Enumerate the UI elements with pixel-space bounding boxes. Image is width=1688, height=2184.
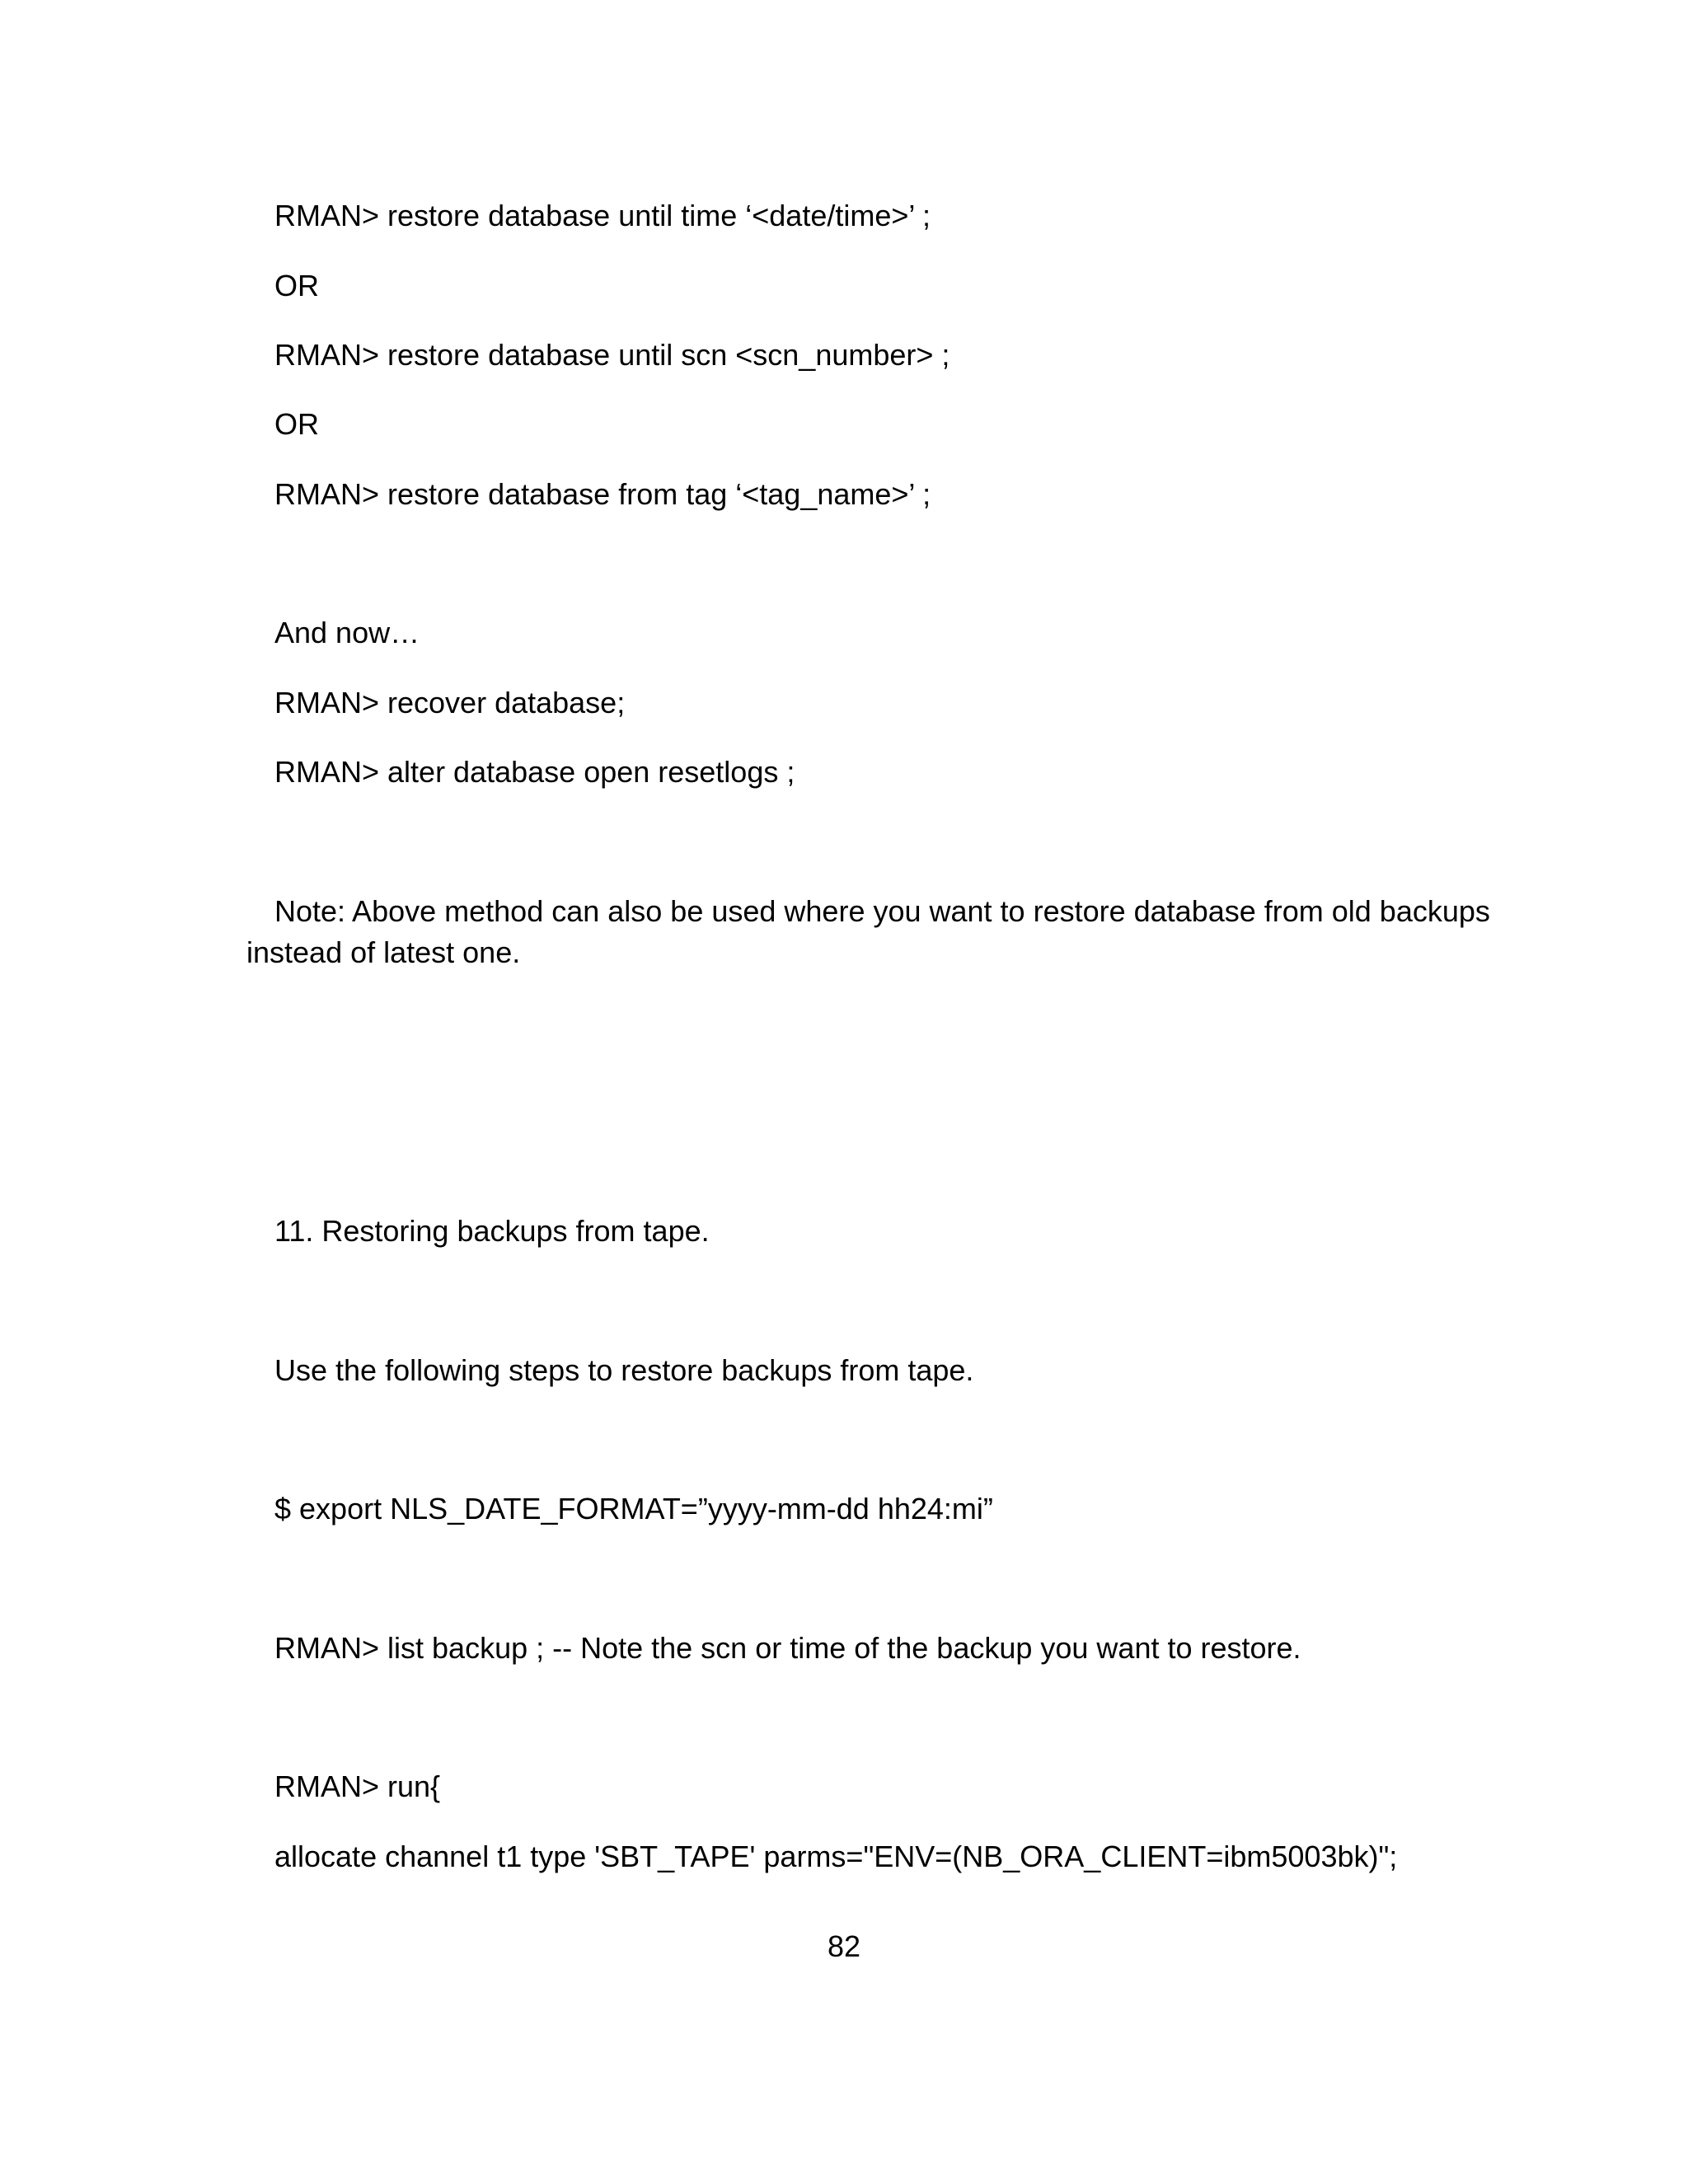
export-nls-date-command: $ export NLS_DATE_FORMAT=”yyyy-mm-dd hh24:mi” xyxy=(274,1492,993,1526)
section-heading: 11. Restoring backups from tape. xyxy=(274,1214,710,1248)
or-separator: OR xyxy=(274,407,319,441)
note-paragraph-line-1: Note: Above method can also be used where you want to restore database from old backups xyxy=(274,894,1490,928)
note-paragraph-line-2: instead of latest one. xyxy=(246,935,521,969)
open-resetlogs-command: RMAN> alter database open resetlogs ; xyxy=(274,755,795,789)
restore-from-tag-command: RMAN> restore database from tag ‘<tag_name>’ ; xyxy=(274,477,931,511)
restore-until-scn-command: RMAN> restore database until scn <scn_number> ; xyxy=(274,338,950,372)
page-number: 82 xyxy=(827,1929,861,1963)
instruction-text: Use the following steps to restore backups from tape. xyxy=(274,1353,974,1387)
and-now-text: And now… xyxy=(274,616,420,649)
allocate-channel-command: allocate channel t1 type 'SBT_TAPE' parms="ENV=(NB_ORA_CLIENT=ibm5003bk)"; xyxy=(274,1840,1398,1873)
list-backup-command: RMAN> list backup ; -- Note the scn or time of the backup you want to restore. xyxy=(274,1631,1301,1665)
restore-until-time-command: RMAN> restore database until time ‘<date/time>’ ; xyxy=(274,199,931,232)
recover-database-command: RMAN> recover database; xyxy=(274,686,626,719)
or-separator: OR xyxy=(274,269,319,302)
run-block-start: RMAN> run{ xyxy=(274,1769,441,1803)
